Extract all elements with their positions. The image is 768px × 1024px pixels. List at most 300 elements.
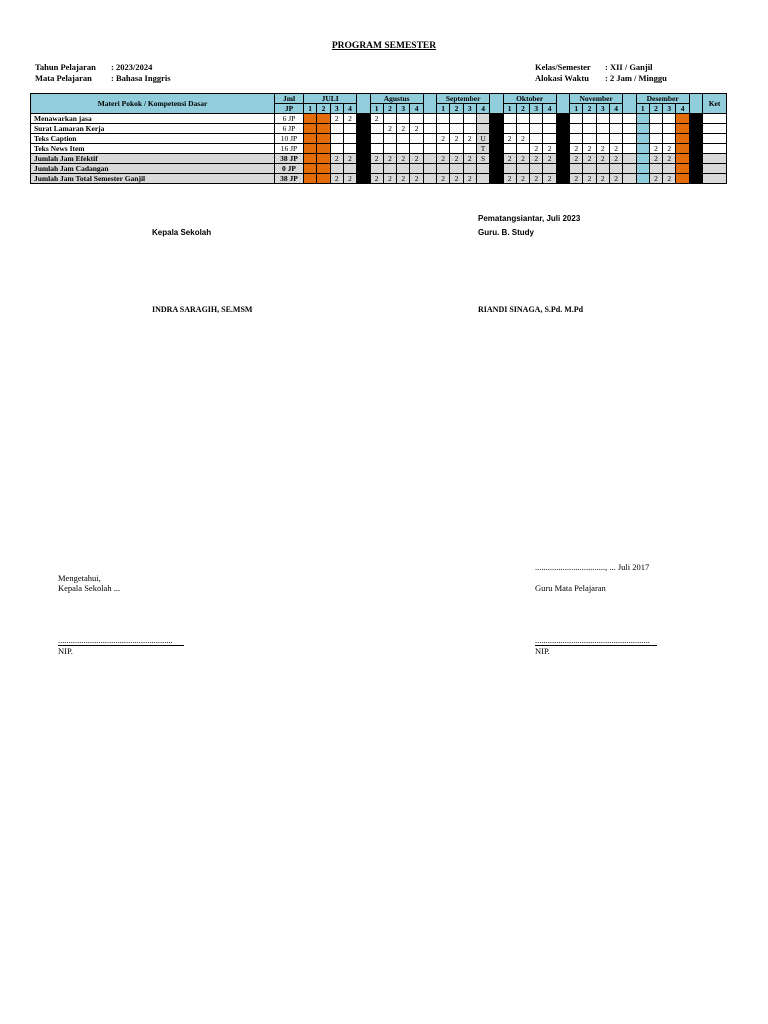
week-cell (343, 134, 356, 144)
week-cell (609, 124, 622, 134)
separator-cell (490, 124, 503, 134)
week-cell: 2 (609, 144, 622, 154)
signature-right-name: RIANDI SINAGA, S.Pd. M.Pd (478, 305, 584, 314)
week-cell (609, 134, 622, 144)
week-cell (463, 124, 476, 134)
week-cell (304, 124, 317, 134)
uts-cell: U (476, 134, 489, 144)
separator-cell (423, 114, 436, 124)
week-cell: 2 (463, 154, 476, 164)
separator-cell (556, 134, 569, 144)
week-cell: 2 (410, 124, 423, 134)
week-cell (343, 144, 356, 154)
week-cell: 2 (596, 174, 609, 184)
footer-date: ................................., ... Juli 2017 (535, 562, 650, 572)
header-jml: Jml (275, 94, 304, 104)
separator-cell (423, 144, 436, 154)
week-cell (463, 144, 476, 154)
week-cell (583, 114, 596, 124)
week-cell (543, 124, 556, 134)
week-cell (397, 114, 410, 124)
footer-right-signline (535, 635, 657, 656)
week-cell (410, 144, 423, 154)
week-cell: 2 (583, 144, 596, 154)
week-cell: 2 (370, 174, 383, 184)
week-cell (530, 124, 543, 134)
week-cell (304, 174, 317, 184)
separator-cell (490, 164, 503, 174)
week-cell (636, 114, 649, 124)
week-cell: 2 (450, 174, 463, 184)
uts-cell: T (476, 144, 489, 154)
separator-cell (689, 154, 702, 164)
week-cell (450, 164, 463, 174)
week-cell: 2 (383, 124, 396, 134)
week-cell: 2 (649, 154, 662, 164)
week-cell (463, 164, 476, 174)
week-cell: 2 (437, 154, 450, 164)
week-cell: 2 (383, 154, 396, 164)
week-cell: 2 (410, 174, 423, 184)
week-cell: 2 (530, 154, 543, 164)
footer-teacher: Guru Mata Pelajaran (535, 583, 606, 593)
week-cell (503, 144, 516, 154)
week-header: 2 (516, 104, 529, 114)
week-cell (516, 164, 529, 174)
jp-cell: 6 JP (275, 114, 304, 124)
separator-cell (490, 174, 503, 184)
week-cell: 2 (450, 154, 463, 164)
week-cell (450, 144, 463, 154)
week-cell (330, 124, 343, 134)
footer-left (58, 573, 120, 593)
week-cell (609, 164, 622, 174)
separator-cell (556, 124, 569, 134)
separator-cell (357, 164, 370, 174)
footer-left-signline (58, 635, 184, 656)
table-row (31, 134, 727, 144)
month-header: Agustus (370, 94, 423, 104)
materi-cell: Surat Lamaran Kerja (31, 124, 275, 134)
info-value: : Bahasa Inggris (111, 73, 171, 83)
week-cell: 2 (649, 144, 662, 154)
week-cell: 2 (330, 154, 343, 164)
ket-cell (703, 134, 727, 144)
separator-cell (490, 154, 503, 164)
week-cell: 2 (543, 154, 556, 164)
week-cell (649, 124, 662, 134)
week-cell (543, 134, 556, 144)
week-cell: 2 (330, 114, 343, 124)
week-cell: 2 (583, 154, 596, 164)
week-cell (370, 124, 383, 134)
week-cell: 2 (437, 134, 450, 144)
ket-cell (703, 174, 727, 184)
separator-cell (556, 154, 569, 164)
week-cell (663, 134, 676, 144)
info-key: Alokasi Waktu (535, 73, 589, 83)
week-header: 1 (370, 104, 383, 114)
week-cell (304, 154, 317, 164)
week-header: 2 (583, 104, 596, 114)
week-header: 1 (570, 104, 583, 114)
week-cell (476, 174, 489, 184)
separator-cell (556, 114, 569, 124)
signature-dots: ...................................................... (58, 635, 184, 646)
week-cell: 2 (410, 154, 423, 164)
month-header: Oktober (503, 94, 556, 104)
page-title: PROGRAM SEMESTER (331, 41, 437, 51)
week-cell: 2 (663, 154, 676, 164)
uts-cell: S (476, 154, 489, 164)
separator-cell (556, 144, 569, 154)
separator-cell (689, 114, 702, 124)
week-header: 3 (663, 104, 676, 114)
week-header: 2 (317, 104, 330, 114)
week-cell (370, 144, 383, 154)
week-cell: 2 (450, 134, 463, 144)
week-cell: 2 (330, 174, 343, 184)
month-separator (556, 94, 569, 114)
week-cell: 2 (570, 154, 583, 164)
week-cell: 2 (463, 174, 476, 184)
week-cell (503, 114, 516, 124)
month-header: JULI (304, 94, 357, 104)
week-header: 1 (437, 104, 450, 114)
separator-cell (689, 174, 702, 184)
week-header: 4 (476, 104, 489, 114)
week-cell (596, 164, 609, 174)
week-cell: 2 (397, 174, 410, 184)
week-cell (570, 134, 583, 144)
week-header: 1 (503, 104, 516, 114)
week-cell: 2 (596, 144, 609, 154)
week-cell (543, 164, 556, 174)
week-cell (383, 164, 396, 174)
week-cell (676, 174, 689, 184)
footer-acknowledged: Mengetahui, (58, 573, 101, 583)
ket-cell (703, 154, 727, 164)
week-cell (676, 144, 689, 154)
week-cell (397, 144, 410, 154)
week-cell (370, 134, 383, 144)
week-cell: 2 (343, 174, 356, 184)
week-cell (330, 164, 343, 174)
jp-cell: 0 JP (275, 164, 304, 174)
week-cell (503, 164, 516, 174)
week-cell (530, 164, 543, 174)
place-date: Pematangsiantar, Juli 2023 (478, 214, 581, 223)
week-header: 4 (543, 104, 556, 114)
month-separator (689, 94, 702, 114)
separator-cell (357, 114, 370, 124)
week-cell: 2 (516, 154, 529, 164)
week-cell (304, 114, 317, 124)
week-cell (676, 124, 689, 134)
week-cell: 2 (583, 174, 596, 184)
materi-cell: Jumlah Jam Cadangan (31, 164, 275, 174)
week-cell: 2 (383, 174, 396, 184)
week-cell (437, 114, 450, 124)
week-cell (317, 134, 330, 144)
week-cell (543, 114, 556, 124)
week-cell: 2 (370, 114, 383, 124)
week-header: 2 (383, 104, 396, 114)
materi-cell: Menawarkan jasa (31, 114, 275, 124)
week-cell (516, 114, 529, 124)
info-key: Kelas/Semester (535, 62, 591, 72)
materi-cell: Jumlah Jam Efektif (31, 154, 275, 164)
week-cell (676, 134, 689, 144)
jp-cell: 10 JP (275, 134, 304, 144)
signature-dots: ...................................................... (535, 635, 657, 646)
week-cell (383, 114, 396, 124)
separator-cell (689, 134, 702, 144)
month-header: September (437, 94, 490, 104)
week-cell: 2 (516, 174, 529, 184)
separator-cell (357, 134, 370, 144)
week-cell: 2 (663, 174, 676, 184)
info-key: Mata Pelajaran (35, 73, 92, 83)
separator-cell (423, 174, 436, 184)
week-cell (636, 144, 649, 154)
week-cell (397, 164, 410, 174)
week-header: 2 (649, 104, 662, 114)
week-cell: 2 (516, 134, 529, 144)
week-cell (317, 144, 330, 154)
week-cell (476, 164, 489, 174)
separator-cell (623, 164, 636, 174)
separator-cell (623, 134, 636, 144)
week-cell (636, 174, 649, 184)
month-separator (490, 94, 503, 114)
week-cell: 2 (570, 144, 583, 154)
separator-cell (490, 134, 503, 144)
week-cell: 2 (543, 174, 556, 184)
separator-cell (623, 124, 636, 134)
week-cell (383, 134, 396, 144)
week-cell (530, 134, 543, 144)
week-cell (343, 124, 356, 134)
week-cell: 2 (596, 154, 609, 164)
separator-cell (357, 174, 370, 184)
table-row (31, 164, 727, 174)
week-header: 4 (609, 104, 622, 114)
signature-left-role: Kepala Sekolah (152, 228, 212, 237)
week-cell (410, 164, 423, 174)
info-value: : XII / Ganjil (605, 62, 653, 72)
header-ket: Ket (703, 94, 727, 114)
month-header: Desember (636, 94, 689, 104)
week-cell: 2 (609, 154, 622, 164)
ket-cell (703, 124, 727, 134)
separator-cell (623, 174, 636, 184)
week-cell (450, 124, 463, 134)
week-cell (649, 114, 662, 124)
table-row (31, 154, 727, 164)
week-cell: 2 (663, 144, 676, 154)
header-materi: Materi Pokok / Kompetensi Dasar (31, 94, 275, 114)
separator-cell (357, 144, 370, 154)
week-cell (450, 114, 463, 124)
separator-cell (423, 134, 436, 144)
week-cell (437, 144, 450, 154)
table-row (31, 114, 727, 124)
nip-label: NIP. (535, 646, 550, 656)
week-header: 1 (636, 104, 649, 114)
week-cell (516, 124, 529, 134)
week-cell (583, 164, 596, 174)
week-cell (636, 154, 649, 164)
separator-cell (556, 164, 569, 174)
week-cell (410, 134, 423, 144)
week-cell (317, 174, 330, 184)
week-header: 3 (397, 104, 410, 114)
week-cell (596, 124, 609, 134)
ket-cell (703, 164, 727, 174)
week-cell (636, 164, 649, 174)
separator-cell (490, 144, 503, 154)
info-value: : 2023/2024 (111, 62, 153, 72)
week-cell: 2 (343, 114, 356, 124)
week-cell (649, 134, 662, 144)
week-cell (583, 124, 596, 134)
footer-principal: Kepala Sekolah ... (58, 583, 121, 593)
separator-cell (623, 114, 636, 124)
week-header: 3 (463, 104, 476, 114)
info-right (535, 62, 667, 84)
week-cell: 2 (543, 144, 556, 154)
separator-cell (423, 164, 436, 174)
week-cell (570, 114, 583, 124)
week-cell (596, 134, 609, 144)
week-cell: 2 (570, 174, 583, 184)
separator-cell (490, 114, 503, 124)
signature-right-role: Guru. B. Study (478, 228, 534, 237)
week-header: 3 (596, 104, 609, 114)
month-separator (623, 94, 636, 114)
week-header: 2 (450, 104, 463, 114)
week-cell (663, 164, 676, 174)
materi-cell: Jumlah Jam Total Semester Ganjil (31, 174, 275, 184)
signature-left-name: INDRA SARAGIH, SE.MSM (152, 305, 253, 314)
week-cell (649, 164, 662, 174)
week-cell (383, 144, 396, 154)
week-cell: 2 (609, 174, 622, 184)
table-row (31, 124, 727, 134)
materi-cell: Teks Caption (31, 134, 275, 144)
info-value: : 2 Jam / Minggu (605, 73, 667, 83)
week-cell (583, 134, 596, 144)
week-cell: 2 (397, 124, 410, 134)
week-cell: 2 (437, 174, 450, 184)
jp-cell: 6 JP (275, 124, 304, 134)
week-cell: 2 (463, 134, 476, 144)
week-cell (317, 164, 330, 174)
week-header: 1 (304, 104, 317, 114)
jp-cell: 38 JP (275, 174, 304, 184)
jp-cell: 38 JP (275, 154, 304, 164)
info-left (35, 62, 171, 84)
table-row (31, 174, 727, 184)
week-header: 4 (676, 104, 689, 114)
week-cell (317, 154, 330, 164)
week-cell (330, 144, 343, 154)
week-header: 3 (330, 104, 343, 114)
separator-cell (423, 124, 436, 134)
week-cell (463, 114, 476, 124)
week-cell: 2 (503, 174, 516, 184)
header-jp: JP (275, 104, 304, 114)
week-cell (330, 134, 343, 144)
week-cell: 2 (530, 174, 543, 184)
week-cell (530, 114, 543, 124)
info-key: Tahun Pelajaran (35, 62, 96, 72)
week-cell (410, 114, 423, 124)
week-cell (437, 164, 450, 174)
separator-cell (689, 144, 702, 154)
month-separator (423, 94, 436, 114)
week-cell (663, 114, 676, 124)
week-cell: 2 (503, 154, 516, 164)
separator-cell (689, 164, 702, 174)
week-cell (570, 164, 583, 174)
week-cell (317, 124, 330, 134)
week-cell (609, 114, 622, 124)
month-header: November (570, 94, 623, 104)
week-header: 4 (343, 104, 356, 114)
week-cell (676, 164, 689, 174)
separator-cell (357, 154, 370, 164)
separator-cell (423, 154, 436, 164)
week-cell: 2 (397, 154, 410, 164)
week-cell (676, 114, 689, 124)
separator-cell (623, 154, 636, 164)
ket-cell (703, 114, 727, 124)
week-cell (370, 164, 383, 174)
week-cell: 2 (370, 154, 383, 164)
week-cell (343, 164, 356, 174)
nip-label: NIP. (58, 646, 73, 656)
week-cell (596, 114, 609, 124)
week-cell (570, 124, 583, 134)
week-cell (397, 134, 410, 144)
separator-cell (556, 174, 569, 184)
week-header: 3 (530, 104, 543, 114)
week-cell (636, 124, 649, 134)
ket-cell (703, 144, 727, 154)
month-separator (357, 94, 370, 114)
week-cell (476, 114, 489, 124)
materi-cell: Teks News Item (31, 144, 275, 154)
table-row (31, 144, 727, 154)
week-cell (676, 154, 689, 164)
week-cell: 2 (530, 144, 543, 154)
week-cell (304, 134, 317, 144)
week-cell (663, 124, 676, 134)
separator-cell (623, 144, 636, 154)
week-cell (304, 144, 317, 154)
week-cell (437, 124, 450, 134)
week-cell: 2 (343, 154, 356, 164)
separator-cell (357, 124, 370, 134)
week-cell (503, 124, 516, 134)
week-cell: 2 (649, 174, 662, 184)
week-cell (476, 124, 489, 134)
jp-cell: 16 JP (275, 144, 304, 154)
week-cell (636, 134, 649, 144)
week-cell (304, 164, 317, 174)
